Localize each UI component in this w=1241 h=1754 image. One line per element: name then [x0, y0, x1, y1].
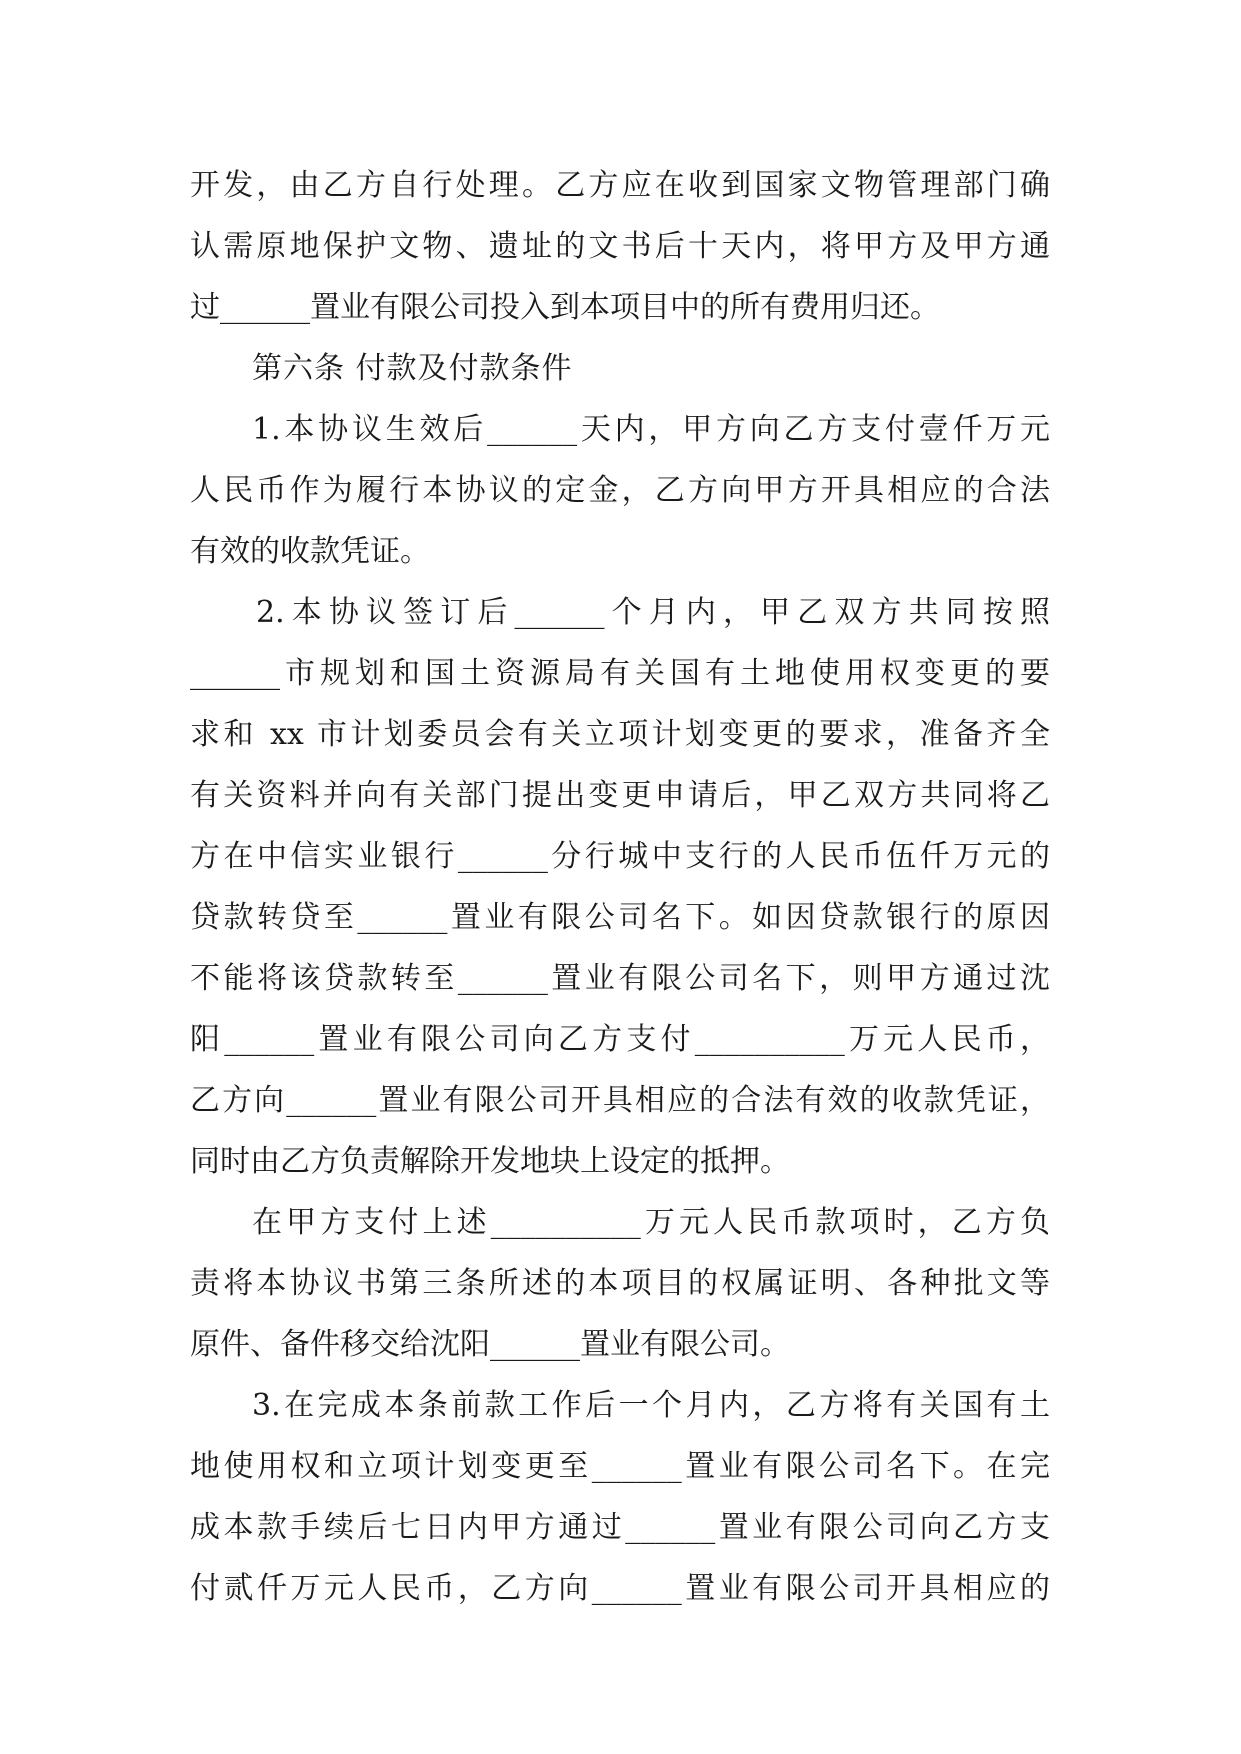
- text-line: 原件、备件移交给沈阳______置业有限公司。: [190, 1327, 790, 1362]
- text-line: 付贰仟万元人民币，乙方向______置业有限公司开具相应的: [190, 1571, 1050, 1606]
- text-line: 乙方向______置业有限公司开具相应的合法有效的收款凭证，: [190, 1083, 1050, 1118]
- text-line: 2.本协议签订后______个月内，甲乙双方共同按照: [256, 595, 1050, 630]
- text-line: 1.本协议生效后______天内，甲方向乙方支付壹仟万元: [252, 412, 1050, 447]
- text-line: 求和 xx 市计划委员会有关立项计划变更的要求，准备齐全: [190, 717, 1050, 752]
- text-line: 贷款转贷至______置业有限公司名下。如因贷款银行的原因: [190, 900, 1050, 935]
- text-line: 方在中信实业银行______分行城中支行的人民币伍仟万元的: [190, 839, 1050, 874]
- text-line: 有关资料并向有关部门提出变更申请后，甲乙双方共同将乙: [190, 778, 1050, 813]
- section-heading: 第六条 付款及付款条件: [252, 351, 573, 386]
- text-line: 有效的收款凭证。: [190, 534, 430, 569]
- text-line: 开发，由乙方自行处理。乙方应在收到国家文物管理部门确: [190, 168, 1050, 203]
- text-line: 人民币作为履行本协议的定金，乙方向甲方开具相应的合法: [190, 473, 1050, 508]
- text-line: 过______置业有限公司投入到本项目中的所有费用归还。: [190, 290, 940, 325]
- text-line: 阳______置业有限公司向乙方支付__________万元人民币，: [190, 1022, 1050, 1057]
- text-line: 认需原地保护文物、遗址的文书后十天内，将甲方及甲方通: [190, 229, 1050, 264]
- document-body: [190, 155, 1050, 1619]
- text-line: 不能将该贷款转至______置业有限公司名下，则甲方通过沈: [190, 961, 1050, 996]
- text-line: 地使用权和立项计划变更至______置业有限公司名下。在完: [190, 1449, 1050, 1484]
- text-line: ______市规划和国土资源局有关国有土地使用权变更的要: [190, 656, 1050, 691]
- text-line: 同时由乙方负责解除开发地块上设定的抵押。: [190, 1144, 790, 1179]
- text-line: 3.在完成本条前款工作后一个月内，乙方将有关国有土: [252, 1388, 1050, 1423]
- text-line: 成本款手续后七日内甲方通过______置业有限公司向乙方支: [190, 1510, 1050, 1545]
- text-line: 在甲方支付上述__________万元人民币款项时，乙方负: [252, 1205, 1050, 1240]
- text-line: 责将本协议书第三条所述的本项目的权属证明、各种批文等: [190, 1266, 1050, 1301]
